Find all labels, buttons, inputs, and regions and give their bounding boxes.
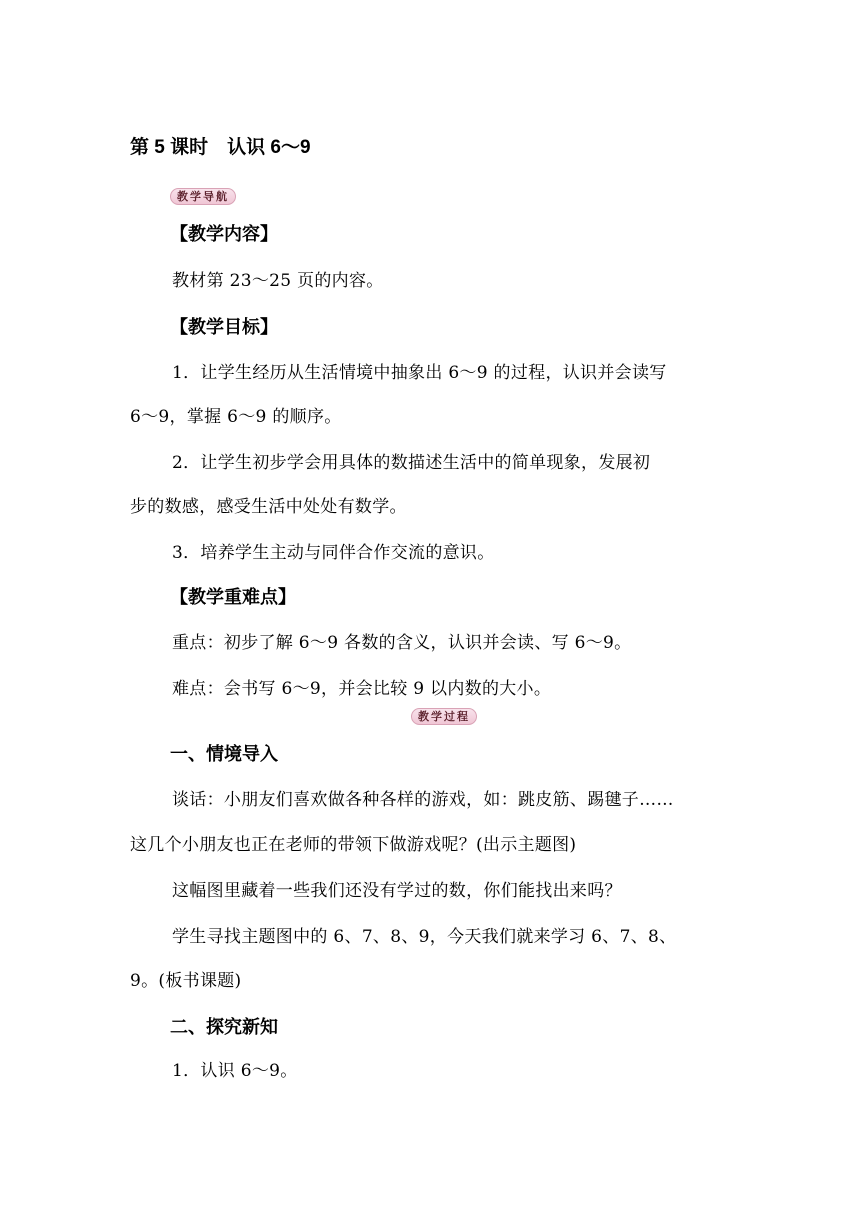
key-points-heading: 【教学重难点】 xyxy=(170,587,296,607)
goals-heading: 【教学目标】 xyxy=(170,317,278,337)
content-heading: 【教学内容】 xyxy=(170,224,278,244)
content-text: 教材第 23～25 页的内容。 xyxy=(172,271,384,291)
find-line-1: 学生寻找主题图中的 6、7、8、9，今天我们就来学习 6、7、8、 xyxy=(172,927,677,947)
teaching-process-badge: 教学过程 xyxy=(411,708,477,725)
difficult-point: 难点：会书写 6～9，并会比较 9 以内数的大小。 xyxy=(172,679,552,699)
goal-3: 3．培养学生主动与同伴合作交流的意识。 xyxy=(172,543,495,563)
goal-2-line-1: 2．让学生初步学会用具体的数描述生活中的简单现象，发展初 xyxy=(172,453,651,473)
key-point: 重点：初步了解 6～9 各数的含义，认识并会读、写 6～9。 xyxy=(172,633,632,653)
goal-2-line-2: 步的数感，感受生活中处处有数学。 xyxy=(130,497,407,517)
goal-1-line-2: 6～9，掌握 6～9 的顺序。 xyxy=(130,407,342,427)
talk-line-2: 这几个小朋友也正在老师的带领下做游戏呢？(出示主题图) xyxy=(130,835,577,855)
teaching-nav-badge: 教学导航 xyxy=(170,188,236,205)
step-1: 1．认识 6～9。 xyxy=(172,1061,298,1081)
talk-line-1: 谈话：小朋友们喜欢做各种各样的游戏，如：跳皮筋、踢毽子…… xyxy=(172,790,674,810)
question-line: 这幅图里藏着一些我们还没有学过的数，你们能找出来吗？ xyxy=(172,881,622,901)
lesson-title: 第 5 课时 认识 6～9 xyxy=(130,137,311,158)
goal-1-line-1: 1．让学生经历从生活情境中抽象出 6～9 的过程，认识并会读写 xyxy=(172,363,667,383)
find-line-2: 9。(板书课题) xyxy=(130,971,242,991)
part-2-heading: 二、探究新知 xyxy=(170,1017,278,1037)
part-1-heading: 一、情境导入 xyxy=(170,744,278,764)
